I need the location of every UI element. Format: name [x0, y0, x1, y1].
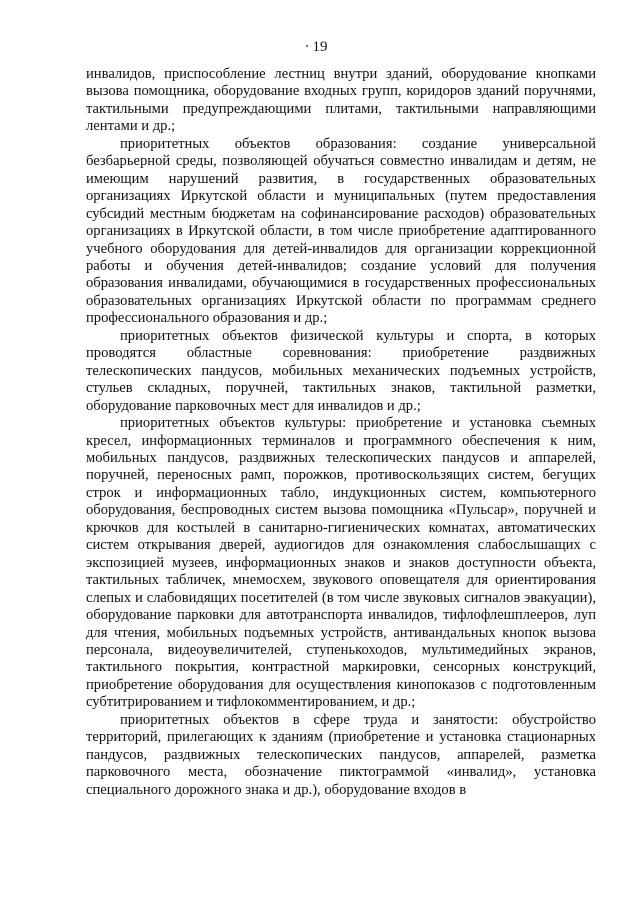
- page-number: 19: [312, 39, 328, 55]
- paragraph-continuation: инвалидов, приспособление лестниц внутри зданий, оборудование кнопками вызова помощника, оборудование входных групп, коридоров зданий поручнями, тактильными предупреждающими плитами, тактильными направляющими лентами и др.;: [86, 66, 596, 135]
- document-body: [86, 66, 596, 799]
- paragraph-sport-objects: приоритетных объектов физической культуры и спорта, в которых проводятся областные соревнования: приобретение раздвижных телескопических пандусов, мобильных механических подъемных устройств, стульев складных, поручней, тактильных знаков, тактильной разметки, оборудование парковочных мест для инвалидов и др.;: [86, 327, 596, 414]
- paragraph-culture-objects: приоритетных объектов культуры: приобретение и установка съемных кресел, информационных терминалов и программного обеспечения к ним, мобильных пандусов, раздвижных телескопических пандусов и аппарелей, поручней, переносных рамп, порожков, противоскользящих систем, бегущих строк и информационных табло, индукционных систем, компьютерного оборудования, беспроводных систем вызова помощника «Пульсар», поручней и крючков для костылей в санитарно-гигиенических комнатах, автоматических систем открывания дверей, аудиогидов для ознакомления слабослышащих с экспозицией музеев, информационных знаков и знаков доступности объекта, тактильных табличек, мнемосхем, звукового оповещателя для ориентирования слепых и слабовидящих посетителей (в том числе звуковых сигналов эвакуации), оборудование парковки для автотранспорта инвалидов, тифлофлешплееров, луп для чтения, мобильных подъемных устройств, антивандальных кнопок вызова персонала, видеоувеличителей, ступенькоходов, мультимедийных экранов, тактильного покрытия, контрастной маркировки, сенсорных конструкций, приобретение оборудования для осуществления кинопоказов с подготовленным субтитрированием и тифлокомментированием, и др.;: [86, 415, 596, 711]
- paragraph-education-objects: приоритетных объектов образования: создание универсальной безбарьерной среды, позволяющей обучаться совместно инвалидам и детям, не имеющим нарушений развития, в государственных образовательных организациях Иркутской области и муниципальных (путем предоставления субсидий местным бюджетам на софинансирование расходов) образовательных организациях в Иркутской области, в том числе приобретение адаптированного учебного оборудования для детей-инвалидов для организации коррекционной работы и обучения детей-инвалидов; создание условий для получения образования инвалидами, обучающимися в государственных профессиональных образовательных организациях Иркутской области по программам среднего профессионального образования и др.;: [86, 135, 596, 327]
- paragraph-labor-objects: приоритетных объектов в сфере труда и занятости: обустройство территорий, прилегающих к зданиям (приобретение и установка стационарных пандусов, раздвижных телескопических пандусов, аппарелей, разметка парковочного места, обозначение пиктограммой «инвалид», установка специального дорожного знака и др.), оборудование входов в: [86, 711, 596, 798]
